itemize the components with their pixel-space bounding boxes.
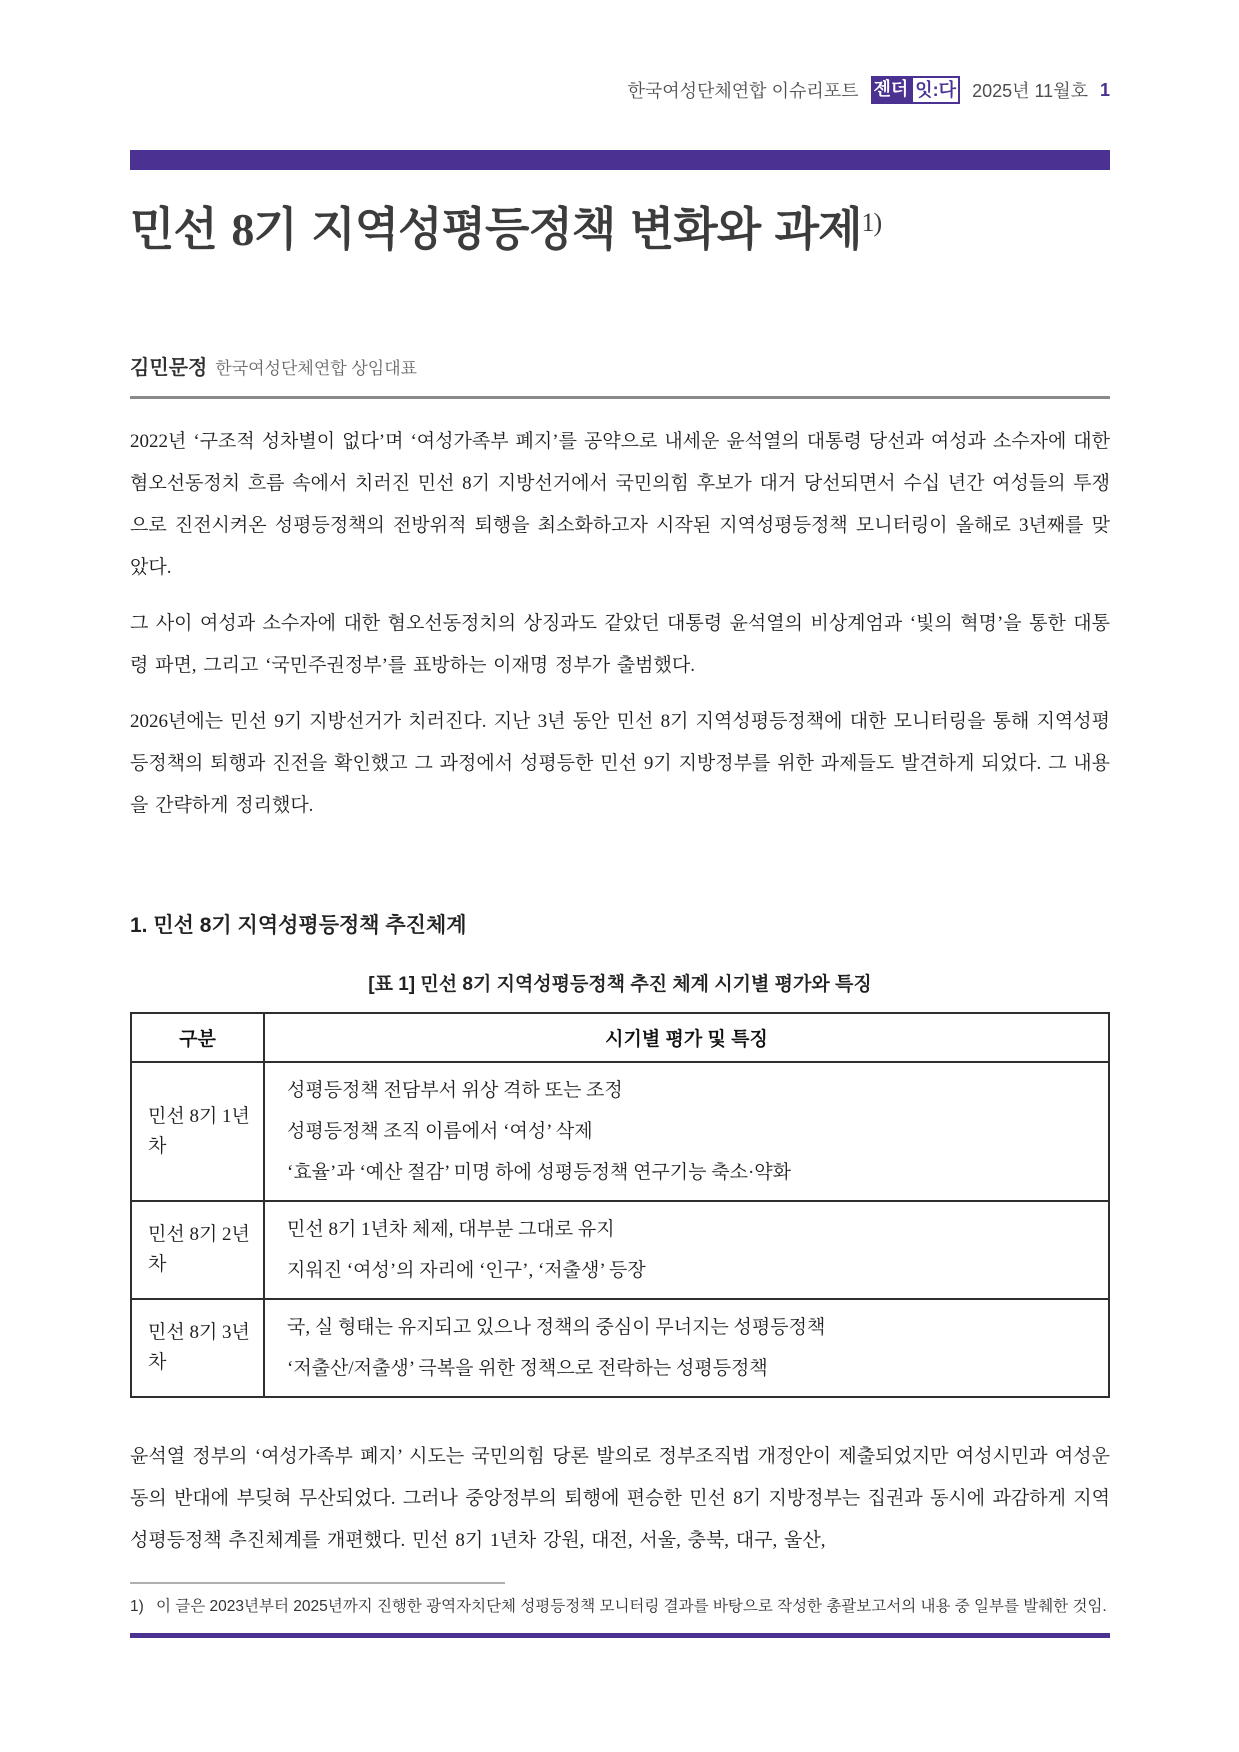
footnote-marker: 1) (130, 1598, 144, 1615)
paragraph-3: 2026년에는 민선 9기 지방선거가 치러진다. 지난 3년 동안 민선 8기 지역성평등정책에 대한 모니터링을 통해 지역성평등정책의 퇴행과 진전을 확인했고 그 과정에서 성평등한 민선 9기 지방정부를 위한 과제들도 발견하게 되었다. 그 내용을 간략하게 정리했다. (130, 711, 1110, 816)
issue-date: 2025년 11월호 (972, 81, 1088, 101)
page-title (130, 194, 1110, 259)
row-label-year2: 민선 8기 2년차 (131, 1201, 264, 1299)
logo-part-itda: 잇:다 (911, 76, 960, 104)
publication-name: 한국여성단체연합 이슈리포트 (627, 81, 859, 101)
table-item: ‘효율’과 ‘예산 절감’ 미명 하에 성평등정책 연구기능 축소·약화 (287, 1162, 791, 1183)
table-item: 성평등정책 조직 이름에서 ‘여성’ 삭제 (287, 1121, 593, 1142)
row-items-year3 (264, 1299, 1109, 1397)
gender-itda-logo (871, 76, 961, 104)
row-label-year1: 민선 8기 1년차 (131, 1062, 264, 1201)
logo-part-jender: 젠더 (871, 76, 912, 104)
table-item: 민선 8기 1년차 체제, 대부분 그대로 유지 (287, 1219, 615, 1240)
author-line (130, 351, 1110, 380)
title-text: 민선 8기 지역성평등정책 변화와 과제 (130, 204, 862, 255)
table-item: 국, 실 형태는 유지되고 있으나 정책의 중심이 무너지는 성평등정책 (287, 1317, 826, 1338)
footnote-text: 이 글은 2023년부터 2025년까지 진행한 광역자치단체 성평등정책 모니터링 결과를 바탕으로 작성한 총괄보고서의 내용 중 일부를 발췌한 것임. (156, 1598, 1107, 1615)
author-divider (130, 396, 1110, 399)
masthead (130, 0, 1110, 104)
table-item: ‘저출산/저출생’ 극복을 위한 정책으로 전락하는 성평등정책 (287, 1358, 768, 1379)
table-row (131, 1299, 1109, 1397)
table-caption: [표 1] 민선 8기 지역성평등정책 추진 체계 시기별 평가와 특징 (368, 974, 872, 995)
page-number: 1 (1099, 79, 1110, 100)
table-header-row (131, 1013, 1109, 1062)
table-item: 성평등정책 전담부서 위상 격하 또는 조정 (287, 1080, 623, 1101)
policy-evaluation-table (130, 1012, 1110, 1398)
row-items-year1 (264, 1062, 1109, 1201)
author-name: 김민문정 (130, 357, 208, 379)
paragraph-1: 2022년 ‘구조적 성차별이 없다’며 ‘여성가족부 폐지’를 공약으로 내세운 윤석열의 대통령 당선과 여성과 소수자에 대한 혐오선동정치 흐름 속에서 치러진 민선 8기 지방선거에서 국민의힘 후보가 대거 당선되면서 수십 년간 여성들의 투쟁으로 진전시켜온 성평등정책의 전방위적 퇴행을 최소화하고자 시작된 지역성평등정책 모니터링이 올해로 3년째를 맞았다. (130, 431, 1110, 578)
paragraph-4: 윤석열 정부의 ‘여성가족부 폐지’ 시도는 국민의힘 당론 발의로 정부조직법 개정안이 제출되었지만 여성시민과 여성운동의 반대에 부딪혀 무산되었다. 그러나 중앙정부의 퇴행에 편승한 민선 8기 지방정부는 집권과 동시에 과감하게 지역성평등정책 추진체계를 개편했다. 민선 8기 1년차 강원, 대전, 서울, 충북, 대구, 울산, (130, 1446, 1110, 1551)
row-label-year3: 민선 8기 3년차 (131, 1299, 264, 1397)
header-cell-evaluation: 시기별 평가 및 특징 (264, 1013, 1109, 1062)
table-row (131, 1201, 1109, 1299)
paragraph-2: 그 사이 여성과 소수자에 대한 혐오선동정치의 상징과도 같았던 대통령 윤석열의 비상계엄과 ‘빛의 혁명’을 통한 대통령 파면, 그리고 ‘국민주권정부’를 표방하는 이재명 정부가 출범했다. (130, 613, 1110, 676)
author-affiliation: 한국여성단체연합 상임대표 (215, 359, 418, 378)
row-items-year2 (264, 1201, 1109, 1299)
table-item: 지워진 ‘여성’의 자리에 ‘인구’, ‘저출생’ 등장 (287, 1260, 646, 1281)
table-row (131, 1062, 1109, 1201)
title-footnote-ref: 1) (861, 208, 882, 237)
header-cell-category: 구분 (131, 1013, 264, 1062)
title-accent-bar (130, 150, 1110, 170)
footnote-divider (130, 1582, 505, 1584)
body-text (130, 421, 1110, 827)
footer-accent-bar (130, 1633, 1110, 1638)
section-heading-1: 1. 민선 8기 지역성평등정책 추진체계 (130, 914, 467, 937)
closing-text (130, 1436, 1110, 1562)
footnote-1 (130, 1594, 1110, 1619)
